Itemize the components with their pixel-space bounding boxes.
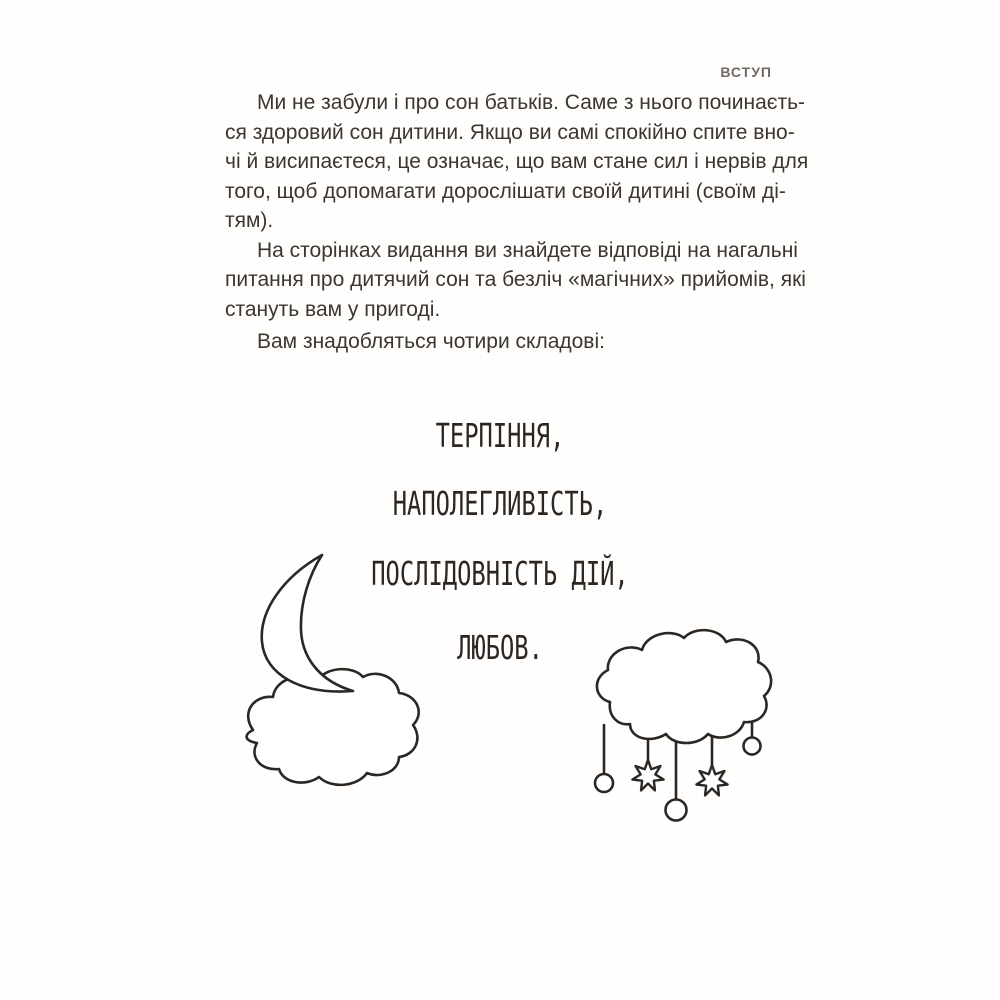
- lead-in-sentence: Вам знадобляться чотири складові:: [257, 330, 605, 353]
- paragraph-line: Ми не забули і про сон батьків. Саме з нього починаєть-: [257, 91, 806, 114]
- component-word-consistency: ПОСЛІДОВНІСТЬ ДІЙ,: [371, 554, 629, 593]
- paragraph-line: На сторінках видання ви знайдете відповіді на нагальні: [257, 238, 798, 262]
- body-text: [225, 88, 809, 324]
- star-icon: [632, 760, 663, 790]
- running-head: ВСТУП: [720, 64, 772, 80]
- paragraph-line: стануть вам у пригоді.: [225, 297, 441, 321]
- component-word-love: ЛЮБОВ.: [457, 628, 543, 667]
- paragraph-line: питання про дитячий сон та безліч «магічних» прийомів, які: [225, 268, 806, 291]
- star-icon: [696, 765, 727, 795]
- mobile-ball-icon: [595, 774, 613, 792]
- paragraph-line: ся здоровий сон дитини. Якщо ви самі спокійно спите вно-: [225, 120, 795, 144]
- paragraph-line: тям).: [225, 209, 274, 232]
- paragraph-line: чі й висипаєтеся, це означає, що вам стане сил і нервів для: [225, 150, 809, 173]
- mobile-ball-icon: [666, 800, 687, 821]
- cloud-icon: [597, 630, 771, 743]
- component-word-patience: ТЕРПІННЯ,: [435, 416, 565, 455]
- mobile-ball-icon: [744, 738, 761, 755]
- component-word-persistence: НАПОЛЕГЛИВІСТЬ,: [392, 484, 608, 523]
- moon-cloud-illustration: [225, 545, 430, 795]
- paragraph-line: того, щоб допомагати дорослішати своїй дитині (своїм ді-: [225, 179, 786, 203]
- cloud-mobile-illustration: [580, 622, 780, 827]
